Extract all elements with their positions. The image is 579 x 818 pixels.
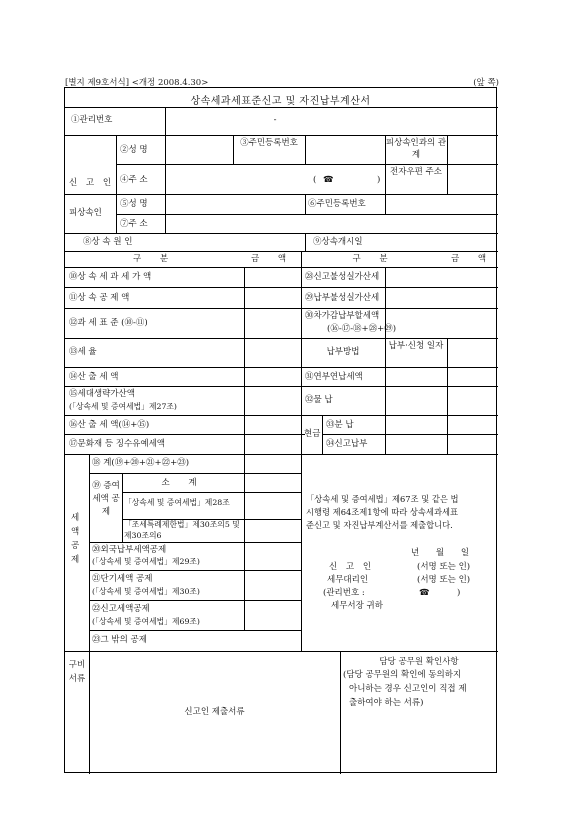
installment-tax-label: ㉛연부연납세액 (305, 372, 363, 382)
filer-group-label: 신 고 인 (69, 178, 115, 188)
other-deduction-label: ㉓그 밖의 공제 (92, 635, 147, 645)
phone-open: ( (313, 175, 317, 185)
rule (65, 233, 498, 234)
rule (65, 308, 498, 309)
rule (65, 386, 498, 387)
filer-documents-label: 신고인 제출서류 (184, 707, 245, 717)
right-category-header: 구 분 (352, 254, 396, 264)
generation-skip-label: ⑮세대생략가산액 (69, 389, 135, 399)
official-check-line-2: 아니하는 경우 신고인이 직접 제 (349, 684, 467, 694)
right-amount-header: 금 액 (450, 254, 495, 264)
form-title: 상속세과세표준신고 및 자진납부계산서 (190, 96, 371, 107)
in-kind-payment-label: ㉜물 납 (305, 395, 333, 405)
gift-tax-deduction-label: ⑲ 증여 세액 공제 (92, 481, 120, 517)
rule (89, 570, 301, 571)
email-label: 전자우편 주소 (390, 167, 442, 177)
filer-relation-label: 피상속인과의 관계 (385, 138, 447, 160)
rule (165, 135, 166, 194)
rule (65, 651, 498, 652)
rule (340, 651, 341, 774)
left-category-header: 구 분 (132, 254, 177, 264)
rule (65, 434, 305, 435)
payment-date-label: 납부·신청 일자 (388, 341, 444, 351)
generation-skip-law: (「상속세 및 증여세법」제27조) (69, 402, 177, 411)
inheritance-start-date-label: ⑨상속개시일 (313, 237, 363, 247)
rule (65, 267, 498, 268)
short-term-law: (「상속세 및 증여세법」제30조) (92, 587, 200, 596)
declaration-agent-label: 세무대리인 (327, 575, 369, 585)
deduction-total-label: ⑱ 계(⑲+⑳+㉑+㉒+㉓) (92, 458, 190, 468)
unfaithful-payment-penalty-label: ㉙납부불성실가산세 (305, 293, 380, 303)
filing-payment-label: ㉞신고납부 (326, 439, 368, 449)
rule (385, 194, 386, 214)
gift-subtotal-label: 소 계 (161, 478, 205, 488)
rule (65, 367, 498, 368)
rule (122, 492, 301, 493)
phone-close: ) (377, 175, 381, 185)
taxable-value-label: ⑩상 속 세 과 세 가 액 (69, 272, 152, 282)
official-check-line-3: 출하여야 하는 서류) (349, 698, 424, 708)
phone-icon: ☎ (323, 175, 334, 185)
declaration-date[interactable]: 년 월 일 (411, 548, 470, 558)
tax-return-form (64, 87, 497, 773)
declaration-addressee: 세무서장 귀하 (331, 601, 383, 611)
decedent-name-label: ⑤성 명 (120, 199, 148, 209)
unfaithful-filing-penalty-label: ㉘신고불성실가산세 (305, 272, 380, 282)
payment-method-label: 납부방법 (326, 347, 360, 357)
official-check-title: 담당 공무원 확인사항 (379, 657, 459, 667)
gift-law-1: 「상속세 및 증여세법」제28조 (124, 498, 230, 507)
gift-law-2: 「조세특례제한법」제30조의5 및 제30조의6 (124, 520, 240, 540)
rule (385, 267, 386, 454)
split-payment-label: ㉝분 납 (326, 420, 354, 430)
foreign-tax-deduction-label: ⑳외국납부세액공제 (92, 545, 167, 555)
management-number-value[interactable]: - (273, 115, 277, 125)
declaration-line-1: 「상속세 및 증여세법」제67조 및 같은 법 (306, 494, 459, 504)
page-side: (앞 쪽) (473, 78, 499, 88)
rule (447, 135, 448, 194)
cash-label: 현금 (304, 429, 321, 439)
declaration-line-3: 준신고 및 자진납부계산서를 제출합니다. (306, 520, 453, 530)
declaration-phone-icon: ☎ (419, 588, 430, 598)
filer-resident-number-label: ③주민등록번호 (240, 138, 298, 148)
official-check-line-1: (담당 공무원의 확인에 동의하지 (343, 670, 462, 680)
rule (301, 251, 302, 651)
net-payable-formula: (⑯-⑰-⑱+㉘+㉙) (327, 324, 397, 334)
inheritance-cause-label: ⑧상 속 원 인 (83, 237, 133, 247)
inheritance-deduction-label: ⑪상 속 공 제 액 (69, 293, 130, 303)
calculated-tax-total-label: ⑯산 출 세 액(⑭+⑮) (69, 420, 150, 430)
rule (165, 194, 166, 233)
filer-address-label: ④주 소 (120, 175, 148, 185)
declaration-filer-signature[interactable]: (서명 또는 인) (417, 562, 471, 572)
rule (305, 194, 306, 214)
declaration-management-close: ) (457, 588, 461, 598)
decedent-address-label: ⑦주 소 (120, 219, 148, 229)
decedent-group-label: 피상속인 (69, 208, 102, 218)
rule (89, 542, 301, 543)
rule (305, 233, 306, 251)
rule (116, 214, 498, 215)
rule (65, 135, 498, 136)
foreign-tax-law: (「상속세 및 증여세법」제29조) (92, 557, 200, 566)
short-term-deduction-label: ㉑단기세액 공제 (92, 574, 153, 584)
rule (65, 338, 498, 339)
rule (89, 600, 301, 601)
tax-rate-label: ⑬세 율 (69, 347, 97, 357)
decedent-resident-number-label: ⑥주민등록번호 (308, 199, 366, 209)
rule (89, 473, 301, 474)
tax-deduction-group-label: 세액공제 (71, 513, 80, 565)
rule (65, 251, 498, 252)
rule (65, 415, 498, 416)
rule (65, 287, 498, 288)
rule (116, 164, 498, 165)
cultural-deferral-label: ⑰문화재 등 징수유예세액 (69, 439, 166, 449)
rule (305, 135, 306, 164)
declaration-agent-signature[interactable]: (서명 또는 인) (417, 575, 471, 585)
declaration-management-label: (관리번호 : (323, 588, 365, 598)
rule (447, 338, 448, 454)
rule (244, 267, 245, 454)
rule (65, 107, 498, 108)
rule (65, 454, 498, 455)
rule (244, 454, 245, 630)
form-number: [별지 제9호서식] <개정 2008.4.30> (65, 78, 209, 88)
rule (65, 194, 498, 195)
net-payable-label: ㉚차가감납부할세액 (305, 311, 380, 321)
filer-name-label: ②성 명 (120, 145, 148, 155)
rule (116, 135, 117, 233)
left-amount-header: 금 액 (250, 254, 295, 264)
rule (322, 415, 323, 454)
tax-base-label: ⑫과 세 표 준 (⑩-⑪) (69, 318, 148, 328)
management-number-label: ①관리번호 (71, 115, 113, 125)
declaration-filer-label: 신 고 인 (329, 562, 375, 572)
required-documents-label: 구비서류 (68, 660, 86, 684)
calculated-tax-label: ⑭산 출 세 액 (69, 372, 119, 382)
rule (322, 434, 498, 435)
declaration-line-2: 시행령 제64조제1항에 따라 상속세과세표 (306, 507, 458, 517)
filing-deduction-label: ㉒신고세액공제 (92, 604, 150, 614)
filing-deduction-law: (「상속세 및 증여세법」제69조) (92, 617, 200, 626)
rule (89, 630, 301, 631)
